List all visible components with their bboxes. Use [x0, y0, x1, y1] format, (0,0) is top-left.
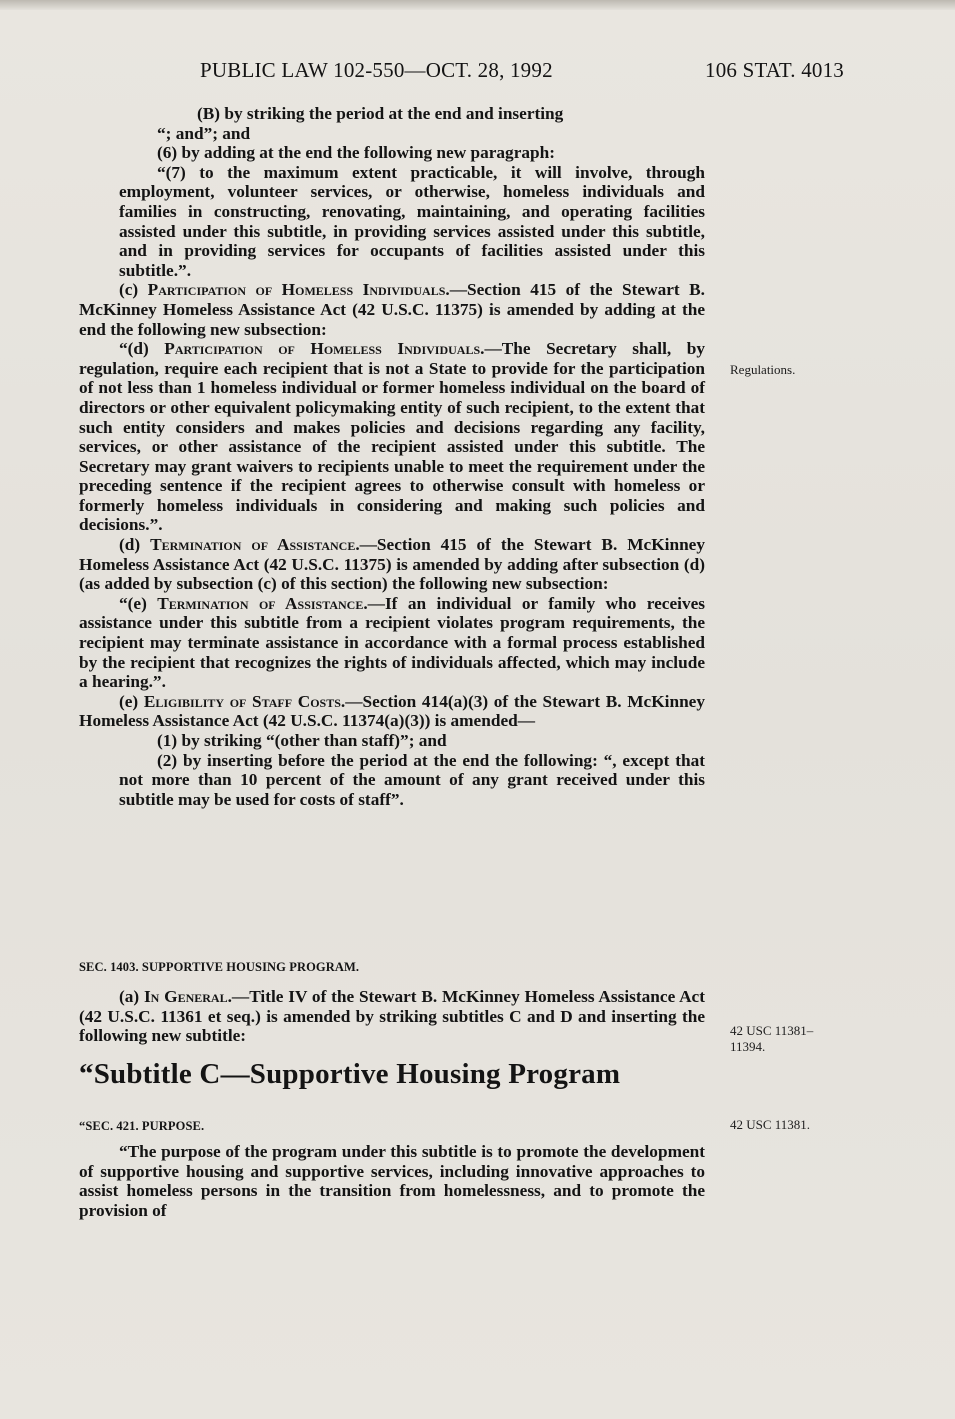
section-c-caption: Participation of Homeless Individuals: [147, 280, 446, 300]
subsection-e: “(e) Termination of Assistance.—If an individual or family who receives assistance under this subtitle from a recipient violates program requirements, the recipient may terminate assistance in accordance with a formal process established by the recipient that recognizes the rights of individuals affected, which may include a hearing.”.: [79, 593, 705, 692]
para-b-line1: (B) by striking the period at the end and inserting: [197, 104, 564, 123]
section-1403-heading: SEC. 1403. SUPPORTIVE HOUSING PROGRAM.: [79, 960, 360, 974]
page-header: [200, 58, 850, 88]
margin-note-usc-single: 42 USC 11381.: [730, 1117, 811, 1132]
section-421-body: [79, 1142, 705, 1220]
page-edge-shadow: [0, 0, 955, 10]
section-1403-a-caption: In General: [143, 987, 228, 1006]
para-b-line2: “; and”; and: [157, 123, 251, 143]
section-d-caption: Termination of Assistance: [150, 535, 356, 555]
body-text: [79, 104, 705, 809]
subtitle-c-heading: “Subtitle C—Supportive Housing Program: [79, 1058, 621, 1090]
para-7: “(7) to the maximum extent practicable, it will involve, through employment, volunteer services, or otherwise, homeless individuals and families in constructing, renovating, maintaining, and operating facilities assisted under this subtitle, in providing services assisted under this subtitle, and in providing services for occupants of facilities assisted under this subtitle.”.: [119, 162, 705, 280]
margin-note-regulations: Regulations.: [730, 362, 796, 377]
section-c: (c) Participation of Homeless Individuals.—Section 415 of the Stewart B. McKinney Homeless Assistance Act (42 U.S.C. 11375) is amended by adding at the end the following new subsection:: [79, 280, 705, 339]
margin-note-usc-range: 42 USC 11381– 11394.: [730, 1023, 814, 1054]
section-e-item-1: (1) by striking “(other than staff)”; and: [157, 731, 447, 750]
para-6: (6) by adding at the end the following new paragraph:: [157, 143, 555, 163]
section-d: (d) Termination of Assistance.—Section 415 of the Stewart B. McKinney Homeless Assistance Act (42 U.S.C. 11375) is amended by adding after subsection (d) (as added by subsection (c) of this section) the following new subsection:: [79, 535, 705, 594]
header-law-citation: PUBLIC LAW 102-550—OCT. 28, 1992: [200, 58, 553, 82]
subsection-d-caption: Participation of Homeless Individuals: [164, 339, 481, 359]
section-e: (e) Eligibility of Staff Costs.—Section 414(a)(3) of the Stewart B. McKinney Homeless Assistance Act (42 U.S.C. 11374(a)(3)) is amended—: [79, 691, 705, 731]
header-stat-page: 106 STAT. 4013: [705, 58, 844, 82]
subsection-e-caption: Termination of Assistance: [157, 593, 364, 613]
section-1403-a: (a) In General.—Title IV of the Stewart B. McKinney Homeless Assistance Act (42 U.S.C. 11361 et seq.) is amended by striking subtitles C and D and inserting the following new subtitle:: [79, 987, 705, 1046]
section-e-caption: Eligibility of Staff Costs: [143, 691, 341, 711]
subsection-d: “(d) Participation of Homeless Individuals.—The Secretary shall, by regulation, require each recipient that is not a State to provide for the participation of not less than 1 homeless individual or former homeless individual on the board of directors or other equivalent policymaking entity of such recipient, to the extent that such entity considers and makes policies and decisions regarding any facility, services, or other assistance of the recipient assisted under this subtitle. The Secretary may grant waivers to recipients unable to meet the requirement under the preceding sentence if the recipient agrees to otherwise consult with homeless or formerly homeless individuals in considering and making such policies and decisions.”.: [79, 339, 705, 535]
section-1403-body: [79, 987, 705, 1046]
section-e-item-2: (2) by inserting before the period at the end the following: “, except that not more than 10 percent of the amount of any grant received under this subtitle may be used for costs of staff”.: [119, 750, 705, 809]
section-421-heading: “SEC. 421. PURPOSE.: [79, 1119, 205, 1133]
section-421-purpose: “The purpose of the program under this subtitle is to promote the development of supportive housing and supportive services, including innovative approaches to assist homeless persons in the transition from homelessness, and to promote the provision of: [79, 1142, 705, 1220]
